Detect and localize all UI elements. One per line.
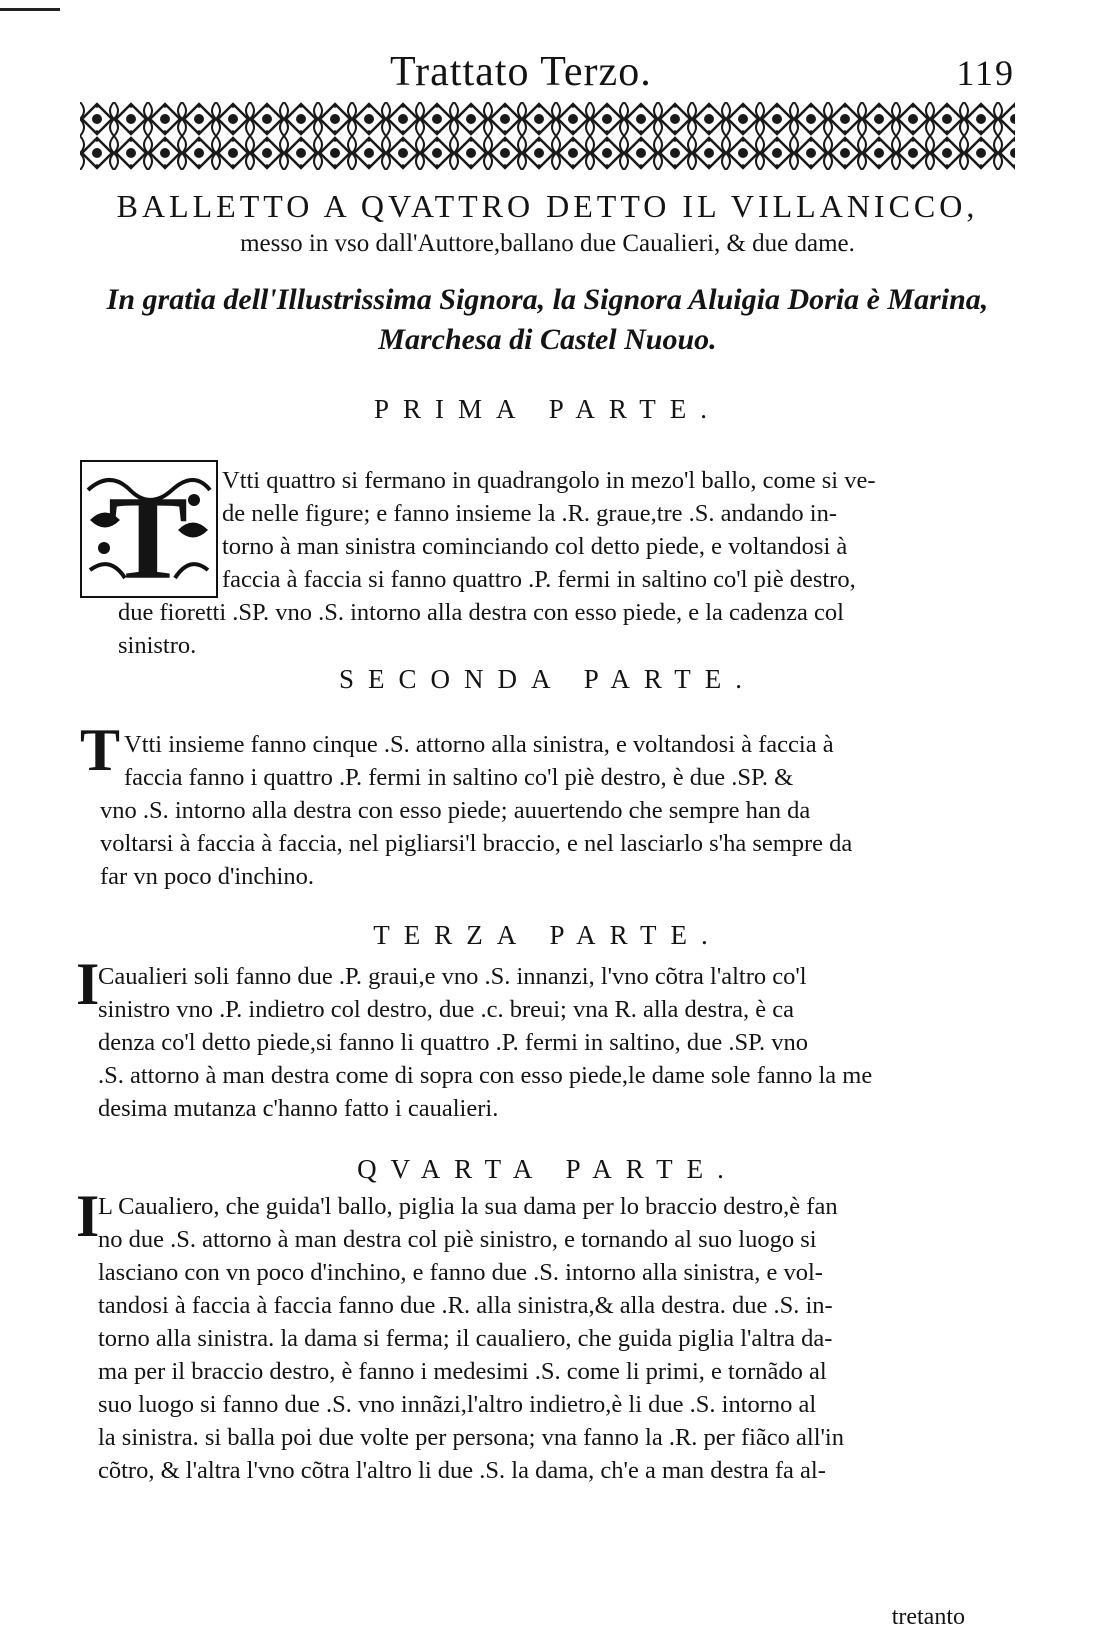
- terza-line-2: sinistro vno .P. indietro col destro, due .c. breui; vna R. alla destra, è ca: [98, 996, 795, 1023]
- corner-mark: [0, 8, 60, 11]
- seconda-line-5: far vn poco d'inchino.: [100, 863, 314, 890]
- prima-line-5: due fioretti .SP. vno .S. intorno alla destra con esso piede, e la cadenza col: [118, 599, 844, 626]
- prima-line-4: faccia à faccia si fanno quattro .P. fermi in saltino co'l piè destro,: [222, 566, 856, 593]
- prima-line-3: torno à man sinistra cominciando col detto piede, e voltandosi à: [222, 533, 848, 560]
- terza-line-1: Caualieri soli fanno due .P. graui,e vno .S. innanzi, l'vno cõtra l'altro co'l: [98, 963, 807, 990]
- section-heading-seconda: SECONDA PARTE.: [339, 664, 756, 694]
- section-heading-terza: TERZA PARTE.: [373, 920, 722, 950]
- prima-line-2: de nelle figure; e fanno insieme la .R. graue,tre .S. andando in-: [222, 500, 838, 527]
- section-heading-quarta: QVARTA PARTE.: [357, 1154, 738, 1184]
- terza-line-4: .S. attorno à man destra come di sopra con esso piede,le dame sole fanno la me: [98, 1062, 873, 1089]
- quarta-line-3: lasciano con vn poco d'inchino, e fanno due .S. intorno alla sinistra, e vol-: [98, 1259, 823, 1286]
- dropcap-letter: T: [108, 471, 189, 604]
- decorated-initial: [80, 460, 218, 604]
- section-heading-prima: PRIMA PARTE.: [374, 394, 721, 424]
- terza-line-5: desima mutanza c'hanno fatto i caualieri.: [98, 1095, 499, 1122]
- seconda-line-3: vno .S. intorno alla destra con esso piede; auuertendo che sempre han da: [100, 797, 811, 824]
- page-header: [70, 48, 1025, 98]
- section-initial: I: [76, 951, 100, 1017]
- dedication-line-1: In gratia dell'Illustrissima Signora, la Signora Aluigia Doria è Marina,: [106, 283, 989, 316]
- section-initial: T: [80, 717, 121, 783]
- quarta-line-5: torno alla sinistra. la dama si ferma; il caualiero, che guida piglia l'altra da-: [98, 1325, 833, 1352]
- quarta-line-6: ma per il braccio destro, è fanno i medesimi .S. come li primi, e tornãdo al: [98, 1358, 827, 1385]
- ballet-subtitle: messo in vso dall'Auttore,ballano due Caualieri, & due dame.: [240, 230, 855, 257]
- quarta-line-4: tandosi à faccia à faccia fanno due .R. alla sinistra,& alla destra. due .S. in-: [98, 1292, 833, 1319]
- ballet-title: BALLETTO A QVATTRO DETTO IL VILLANICCO,: [116, 188, 979, 224]
- prima-line-6: sinistro.: [118, 632, 197, 659]
- terza-line-3: denza co'l detto piede,si fanno li quattro .P. fermi in saltino, due .SP. vno: [98, 1029, 809, 1056]
- catchword: tretanto: [891, 1604, 965, 1630]
- section-initial: I: [76, 1183, 100, 1249]
- seconda-line-1: Vtti insieme fanno cinque .S. attorno alla sinistra, e voltandosi à faccia à: [124, 731, 834, 758]
- ornamental-border: [80, 102, 1015, 170]
- quarta-line-7: suo luogo si fanno due .S. vno innãzi,l'altro indietro,è li due .S. intorno al: [98, 1391, 817, 1418]
- page-number: 119: [956, 53, 1015, 93]
- running-title: Trattato Terzo.: [390, 49, 652, 95]
- seconda-line-2: faccia fanno i quattro .P. fermi in saltino co'l piè destro, è due .SP. &: [124, 764, 794, 791]
- prima-line-1: Vtti quattro si fermano in quadrangolo in mezo'l ballo, come si ve-: [222, 467, 876, 494]
- seconda-line-4: voltarsi à faccia à faccia, nel pigliarsi'l braccio, e nel lasciarlo s'ha sempre da: [100, 830, 853, 857]
- quarta-line-2: no due .S. attorno à man destra col piè sinistro, e tornando al suo luogo si: [98, 1226, 817, 1253]
- quarta-line-1: L Caualiero, che guida'l ballo, piglia la sua dama per lo braccio destro,è fan: [98, 1193, 838, 1220]
- quarta-line-9: cõtro, & l'altra l'vno cõtra l'altro li due .S. la dama, ch'e a man destra fa al-: [98, 1457, 826, 1484]
- dedication-line-2: Marchesa di Castel Nuouo.: [378, 323, 717, 356]
- quarta-line-8: la sinistra. si balla poi due volte per persona; vna fanno la .R. per fiãco all'in: [98, 1424, 844, 1451]
